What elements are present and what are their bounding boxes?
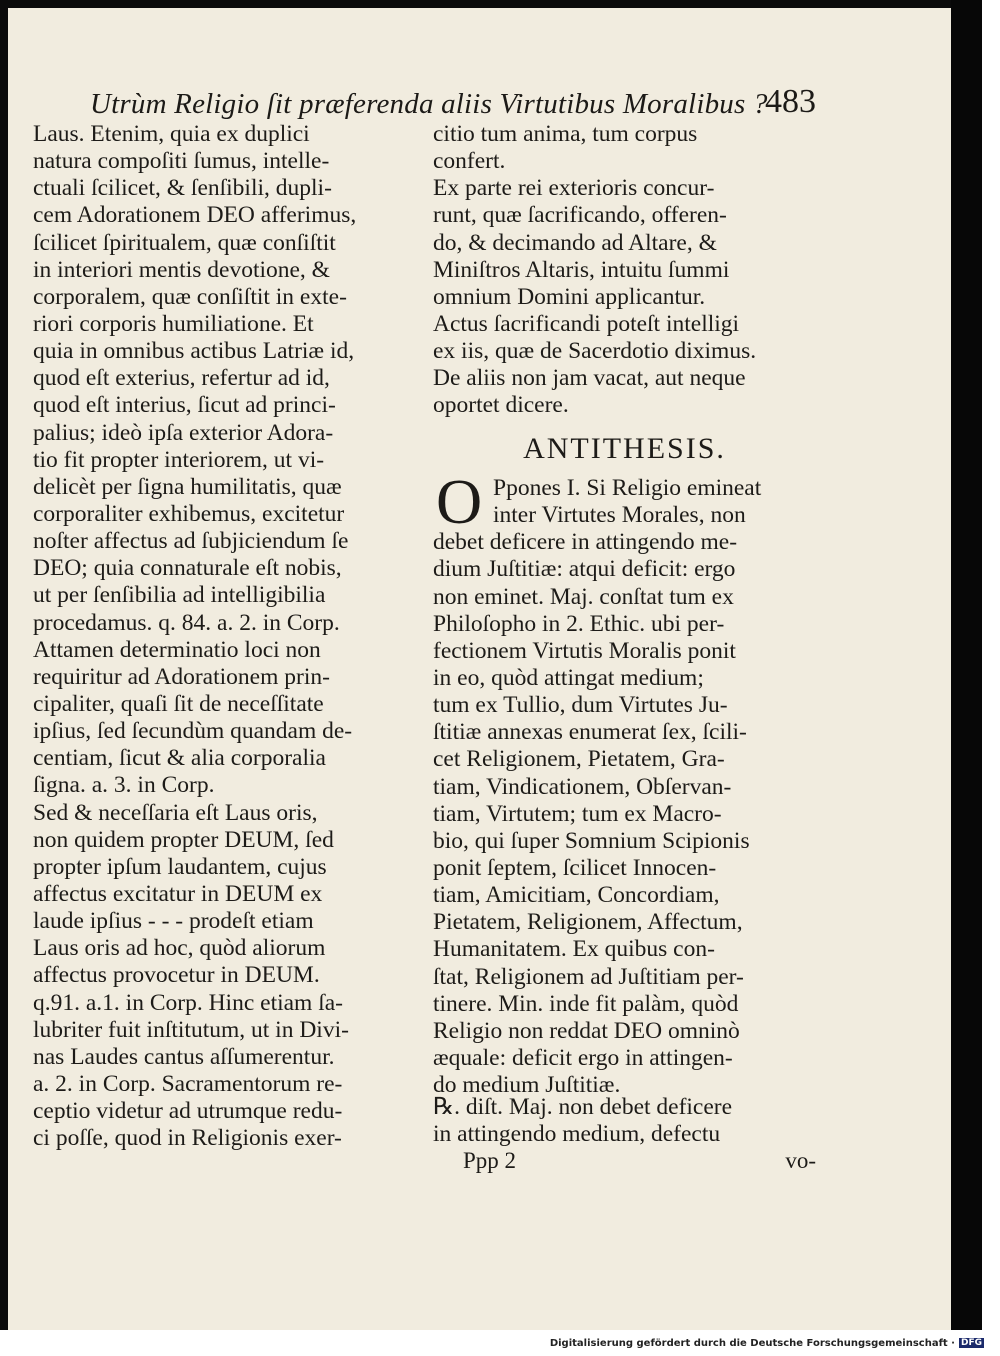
text-line: requiritur ad Adorationem prin-: [33, 663, 330, 690]
text-line: Miniſtros Altaris, intuitu ſummi: [433, 256, 730, 283]
text-line: ponit ſeptem, ſcilicet Innocen-: [433, 854, 717, 881]
text-line: in attingendo medium, defectu: [433, 1121, 721, 1148]
left-column: [33, 121, 416, 1152]
text-line: ex iis, quæ de Sacerdotio diximus.: [433, 338, 757, 365]
text-line: tum ex Tullio, dum Virtutes Ju-: [433, 692, 728, 719]
text-line: æquale: deficit ergo in attingen-: [433, 1044, 733, 1071]
text-line: debet deficere in attingendo me-: [433, 529, 738, 556]
text-line: nas Laudes cantus aſſumerentur.: [33, 1043, 335, 1070]
signature-mark: Ppp 2: [463, 1148, 517, 1173]
text-line: q.91. a.1. in Corp. Hinc etiam ſa-: [33, 989, 343, 1016]
text-line: laude ipſius - - - prodeſt etiam: [33, 908, 314, 935]
text-line: propter ipſum laudantem, cujus: [33, 853, 327, 880]
credit-text: Digitalisierung gefördert durch die Deutsche Forschungsgemeinschaft ·: [549, 1338, 955, 1349]
text-line: in interiori mentis devotione, &: [33, 256, 330, 283]
right-column-top: [433, 121, 816, 420]
text-line: cipaliter, quaſi ſit de neceſſitate: [33, 690, 324, 717]
text-line: corporaliter exhibemus, excitetur: [33, 500, 345, 527]
text-line: Attamen determinatio loci non: [33, 636, 321, 663]
drop-cap: O: [436, 466, 483, 537]
section-heading: ANTITHESIS.: [523, 432, 726, 465]
text-line: oportet dicere.: [433, 392, 569, 419]
text-line: ipſius, ſed ſecundùm quandam de-: [33, 718, 353, 745]
text-line: quia in omnibus actibus Latriæ id,: [33, 338, 355, 365]
digitization-credit: [550, 1338, 984, 1349]
text-line: bio, qui ſuper Somnium Scipionis: [433, 827, 750, 854]
text-line: natura compoſiti ſumus, intelle-: [33, 148, 330, 175]
text-line: do medium Juſtitiæ.: [433, 1072, 621, 1099]
text-line: procedamus. q. 84. a. 2. in Corp.: [33, 609, 340, 636]
dfg-logo: DFG: [960, 1338, 982, 1348]
text-line: delicèt per ſigna humilitatis, quæ: [33, 473, 342, 500]
text-line: corporalem, quæ conſiſtit in exte-: [33, 283, 347, 310]
text-line: dium Juſtitiæ: atqui deficit: ergo: [433, 556, 736, 583]
text-line: Actus ſacrificandi poteſt intelligi: [433, 310, 740, 337]
text-line: ℞. diſt. Maj. non debet deficere: [433, 1094, 733, 1120]
text-line: ſcilicet ſpiritualem, quæ conſiſtit: [33, 229, 336, 256]
text-line: runt, quæ ſacrificando, offeren-: [433, 202, 727, 229]
text-line: ctuali ſcilicet, & ſenſibili, dupli-: [33, 175, 332, 202]
text-line: citio tum anima, tum corpus: [433, 121, 698, 147]
running-head: Utrùm Religio ſit præferenda aliis Virtutibus Moralibus ?: [90, 88, 768, 120]
text-line: Philoſopho in 2. Ethic. ubi per-: [433, 610, 725, 637]
text-line: non quidem propter DEUM, ſed: [33, 826, 334, 853]
text-line: quod eſt interius, ſicut ad princi-: [33, 392, 336, 419]
text-line: lubriter fuit inſtitutum, ut in Divi-: [33, 1016, 349, 1043]
text-line: tinere. Min. inde fit palàm, quòd: [433, 990, 739, 1017]
text-line: cem Adorationem DEO afferimus,: [33, 202, 357, 229]
text-line: ſigna. a. 3. in Corp.: [33, 772, 215, 799]
text-line: Sed & neceſſaria eſt Laus oris,: [33, 799, 318, 826]
text-line: ſtitiæ annexas enumerat ſex, ſcili-: [433, 719, 747, 746]
text-line: centiam, ſicut & alia corporalia: [33, 745, 326, 772]
text-line: Ex parte rei exterioris concur-: [433, 175, 715, 202]
text-line: confert.: [433, 148, 506, 175]
text-line: affectus excitatur in DEUM ex: [33, 880, 323, 907]
right-column-body: [433, 475, 816, 1099]
text-line: fectionem Virtutis Moralis ponit: [433, 637, 736, 664]
text-line: omnium Domini applicantur.: [433, 283, 706, 310]
text-line: ci poſſe, quod in Religionis exer-: [33, 1125, 342, 1152]
text-line: non eminet. Maj. conſtat tum ex: [433, 583, 734, 610]
right-column-response: [433, 1094, 816, 1148]
text-line: in eo, quòd attingat medium;: [433, 664, 704, 691]
text-line: De aliis non jam vacat, aut neque: [433, 365, 746, 392]
text-line: noſter affectus ad ſubjiciendum ſe: [33, 528, 349, 555]
text-line: riori corporis humiliatione. Et: [33, 310, 314, 337]
text-line: a. 2. in Corp. Sacramentorum re-: [33, 1070, 343, 1097]
text-line: palius; ideò ipſa exterior Adora-: [33, 419, 334, 446]
text-line: DEO; quia connaturale eſt nobis,: [33, 555, 342, 582]
page-number: 483: [765, 83, 816, 120]
text-line: Laus. Etenim, quia ex duplici: [33, 121, 310, 147]
scan-edge: [951, 0, 982, 1330]
text-line: tiam, Virtutem; tum ex Macro-: [433, 800, 722, 827]
text-line: Pietatem, Religionem, Affectum,: [433, 909, 743, 936]
text-line: tiam, Amicitiam, Concordiam,: [433, 882, 720, 909]
text-line: Ppones I. Si Religio emineat: [493, 475, 762, 501]
text-line: tiam, Vindicationem, Obſervan-: [433, 773, 732, 800]
text-line: quod eſt exterius, refertur ad id,: [33, 365, 330, 392]
text-line: Religio non reddat DEO omninò: [433, 1017, 740, 1044]
text-line: Humanitatem. Ex quibus con-: [433, 936, 715, 963]
text-line: ceptio videtur ad utrumque redu-: [33, 1098, 343, 1125]
text-line: ſtat, Religionem ad Juſtitiam per-: [433, 963, 744, 990]
text-line: ut per ſenſibilia ad intelligibilia: [33, 582, 326, 609]
text-line: affectus provocetur in DEUM.: [33, 962, 320, 989]
text-line: Laus oris ad hoc, quòd aliorum: [33, 935, 326, 962]
text-line: do, & decimando ad Altare, &: [433, 229, 717, 256]
text-line: cet Religionem, Pietatem, Gra-: [433, 746, 725, 773]
text-line: inter Virtutes Morales, non: [493, 502, 746, 529]
text-line: tio fit propter interiorem, ut vi-: [33, 446, 325, 473]
catchword: vo-: [785, 1148, 816, 1173]
